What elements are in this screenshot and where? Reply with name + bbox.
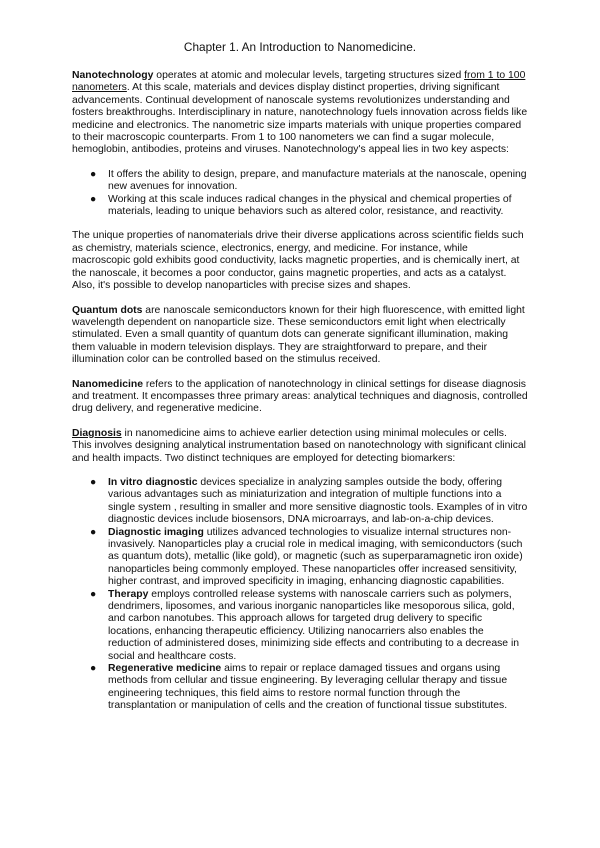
bullet-icon: ●	[90, 526, 97, 538]
list-item: ● Diagnostic imaging utilizes advanced technologies to visualize internal structures non-invasively. Nanoparticles play a crucial role in medical imaging, with semiconductors (such as quantum dots), metallic (like gold), or magnetic (such as superparamagnetic iron oxide) nanoparticles being commonly employed. These nanoparticles offer increased sensitivity, higher contrast, and improved specificity in imaging, enhancing diagnostic capabilities.	[90, 526, 523, 588]
aspects-list	[72, 169, 528, 219]
nanomedicine-paragraph: Nanomedicine refers to the application of nanotechnology in clinical settings for disease diagnosis and treatment. It encompasses three primary areas: analytical techniques and diagnosis, controlled drug delivery, and regenerative medicine.	[72, 378, 528, 415]
quantum-dots-paragraph: Quantum dots are nanoscale semiconductors known for their high fluorescence, with emitted light wavelength dependent on nanoparticle size. These semiconductors emit light when electrically stimulated. Even a small quantity of quantum dots can generate significant illumination, making them valuable in modern television displays. They are straightforward to prepare, and their illumination color can be controlled based on the stimulus received.	[72, 304, 525, 366]
term-quantum-dots: Quantum dots	[72, 304, 143, 316]
list-item: ● It offers the ability to design, prepare, and manufacture materials at the nanoscale, opening new avenues for innovation.	[90, 168, 527, 193]
bullet-icon: ●	[90, 476, 97, 488]
areas-list	[72, 477, 528, 713]
bullet-icon: ●	[90, 663, 97, 675]
list-item: ● Regenerative medicine aims to repair or replace damaged tissues and organs using methods from cellular and tissue engineering. By leveraging cellular therapy and tissue engineering techniques, this field aims to restore normal function through the transplantation or manipulation of cells and the creation of functional tissue substitutes.	[90, 663, 508, 712]
term-diagnosis: Diagnosis	[72, 427, 122, 439]
diagnosis-paragraph: Diagnosis in nanomedicine aims to achieve earlier detection using minimal molecules or cells. This involves designing analytical instrumentation based on nanotechnology with significant clinical and health impacts. Two distinct techniques are employed for detecting biomarkers:	[72, 427, 526, 464]
term-nanomedicine: Nanomedicine	[72, 378, 144, 390]
nanomaterials-paragraph: The unique properties of nanomaterials drive their diverse applications across scientific fields such as chemistry, materials science, electronics, energy, and medicine. For instance, while macroscopic gold exhibits good conductivity, lacks magnetic properties, and is chemically inert, at the nanoscale, it becomes a poor conductor, gains magnetic properties, and acts as a catalyst. Also, it's possible to develop nanoparticles with precise sizes and shapes.	[72, 230, 524, 292]
size-range-link[interactable]: from 1 to 100 nanometers	[72, 70, 526, 94]
bullet-icon: ●	[90, 193, 97, 205]
chapter-title: Chapter 1. An Introduction to Nanomedicine.	[183, 40, 417, 54]
list-item: ● Working at this scale induces radical changes in the physical and chemical properties of materials, leading to unique behaviors such as altered color, resistance, and reactivity.	[90, 193, 512, 218]
list-item: ● In vitro diagnostic devices specialize in analyzing samples outside the body, offering various advantages such as miniaturization and integration of multiple functions into a single system , resulting in smaller and more sensitive diagnostic tools. Examples of in vitro diagnostic devices include biosensors, DNA microarrays, and lab-on-a-chip devices.	[90, 476, 528, 526]
term-nanotechnology: Nanotechnology	[72, 70, 154, 81]
nanotechnology-paragraph: Nanotechnology operates at atomic and molecular levels, targeting structures sized from 1 to 100 nanometers. At this scale, materials and devices display distinct properties, driving significant advancements. Continual development of nanoscale systems revolutionizes understanding and fosters breakthroughs. Interdisciplinary in nature, nanotechnology fuels innovation across fields like medicine and electronics. The nanometric size imparts materials with unique properties compared to their macroscopic counterparts. From 1 to 100 nanometers we can find a sugar molecule, hemoglobin, antibodies, proteins and viruses. Nanotechnology's appeal lies in two key aspects:	[72, 70, 528, 156]
list-item: ● Therapy employs controlled release systems with nanoscale carriers such as polymers, dendrimers, liposomes, and various inorganic nanoparticles like mesoporous silica, gold, and carbon nanotubes. This approach allows for targeted drug delivery to specific locations, enhancing therapeutic efficiency. Utilizing nanocarriers also enables the reduction of administered doses, minimizing side effects and contributing to a decrease in social and healthcare costs.	[90, 588, 520, 662]
bullet-icon: ●	[90, 588, 97, 600]
bullet-icon: ●	[90, 168, 97, 180]
